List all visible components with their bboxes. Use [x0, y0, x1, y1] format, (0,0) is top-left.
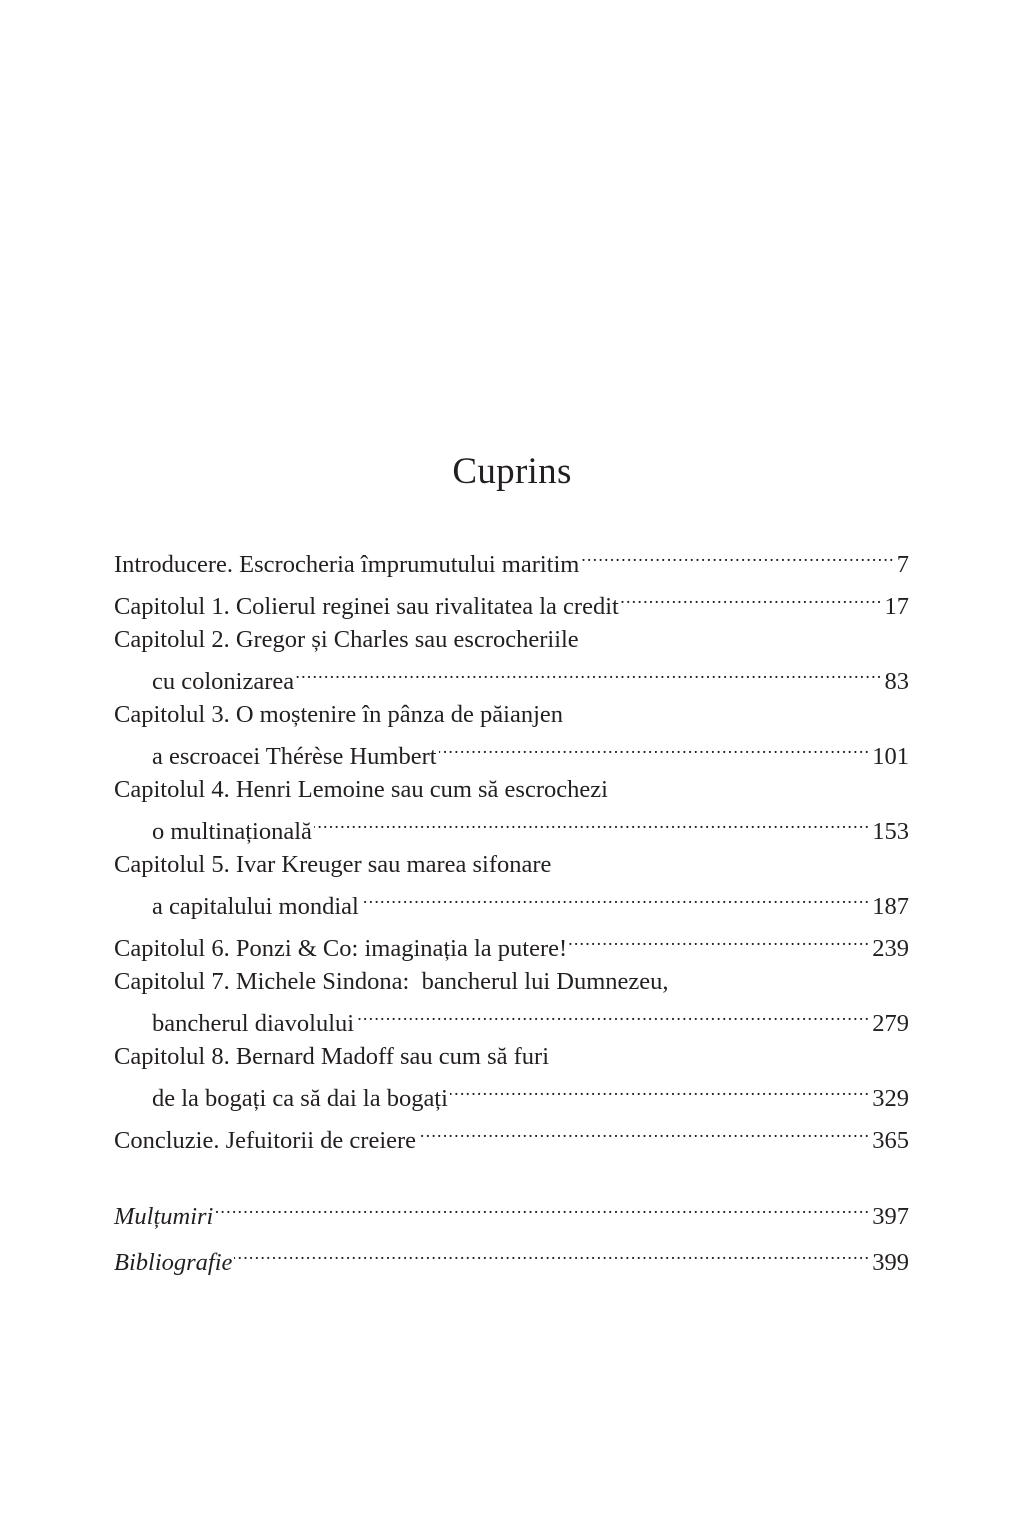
- toc-entry-multumiri[interactable]: [114, 1191, 909, 1230]
- dot-leader: [418, 1115, 870, 1148]
- dot-leader: [234, 1237, 870, 1270]
- page-number: 153: [872, 818, 909, 845]
- page-number: 187: [872, 893, 909, 920]
- page-number: 279: [872, 1010, 909, 1037]
- entry-title: Capitolul 5. Ivar Kreuger sau marea sifonare: [114, 851, 552, 878]
- dot-leader: [439, 731, 871, 764]
- entry-title: Capitolul 8. Bernard Madoff sau cum să furi: [114, 1043, 550, 1070]
- toc-entry-capitolul-8[interactable]: [114, 1040, 909, 1112]
- page-number: 7: [896, 551, 909, 578]
- entry-title-continued: o multinațională: [152, 818, 312, 845]
- entry-title: Capitolul 1. Colierul reginei sau rivalitatea la credit: [114, 593, 619, 620]
- toc-entry-capitolul-4[interactable]: [114, 773, 909, 845]
- page-number: 329: [872, 1085, 909, 1112]
- dot-leader: [450, 1073, 870, 1106]
- dot-leader: [569, 923, 870, 956]
- entry-title: Capitolul 6. Ponzi & Co: imaginația la putere!: [114, 935, 568, 962]
- entry-title: Capitolul 7. Michele Sindona: bancherul lui Dumnezeu,: [114, 968, 669, 995]
- dot-leader: [215, 1191, 870, 1224]
- entry-title-continued: cu colonizarea: [152, 668, 295, 695]
- toc-entry-bibliografie[interactable]: [114, 1237, 909, 1276]
- table-of-contents: [114, 539, 909, 1279]
- entry-title-continued: de la bogați ca să dai la bogați: [152, 1085, 448, 1112]
- page-number: 239: [872, 935, 909, 962]
- entry-title: Capitolul 4. Henri Lemoine sau cum să escrochezi: [114, 776, 608, 803]
- page-title: Cuprins: [452, 451, 572, 492]
- page-number: 83: [884, 668, 909, 695]
- toc-entry-capitolul-7[interactable]: [114, 965, 909, 1037]
- dot-leader: [356, 998, 870, 1031]
- entry-title: Introducere. Escrocheria împrumutului maritim: [114, 551, 580, 578]
- page-number: 397: [872, 1203, 909, 1230]
- entry-title: Capitolul 3. O moștenire în pânza de păianjen: [114, 701, 564, 728]
- toc-entry-capitolul-5[interactable]: [114, 848, 909, 920]
- entry-title: Capitolul 2. Gregor și Charles sau escrocheriile: [114, 626, 579, 653]
- entry-title: Concluzie. Jefuitorii de creiere: [114, 1127, 417, 1154]
- entry-title-continued: bancherul diavolului: [152, 1010, 355, 1037]
- dot-leader: [361, 881, 870, 914]
- toc-entry-capitolul-2[interactable]: [114, 623, 909, 695]
- toc-entry-capitolul-1[interactable]: [114, 581, 909, 620]
- toc-entry-capitolul-6[interactable]: [114, 923, 909, 962]
- toc-entry-capitolul-3[interactable]: [114, 698, 909, 770]
- page-number: 101: [872, 743, 909, 770]
- toc-entry-introducere[interactable]: [114, 539, 909, 578]
- dot-leader: [581, 539, 894, 572]
- entry-title: Mulțumiri: [114, 1203, 214, 1230]
- toc-entry-concluzie[interactable]: [114, 1115, 909, 1154]
- dot-leader: [296, 656, 882, 689]
- entry-title: Bibliografie: [114, 1249, 233, 1276]
- page-number: 399: [872, 1249, 909, 1276]
- dot-leader: [621, 581, 883, 614]
- entry-title-continued: a escroacei Thérèse Humbert: [152, 743, 437, 770]
- dot-leader: [314, 806, 870, 839]
- entry-title-continued: a capitalului mondial: [152, 893, 359, 920]
- section-gap: [114, 1157, 909, 1191]
- page-number: 17: [884, 593, 909, 620]
- page-number: 365: [872, 1127, 909, 1154]
